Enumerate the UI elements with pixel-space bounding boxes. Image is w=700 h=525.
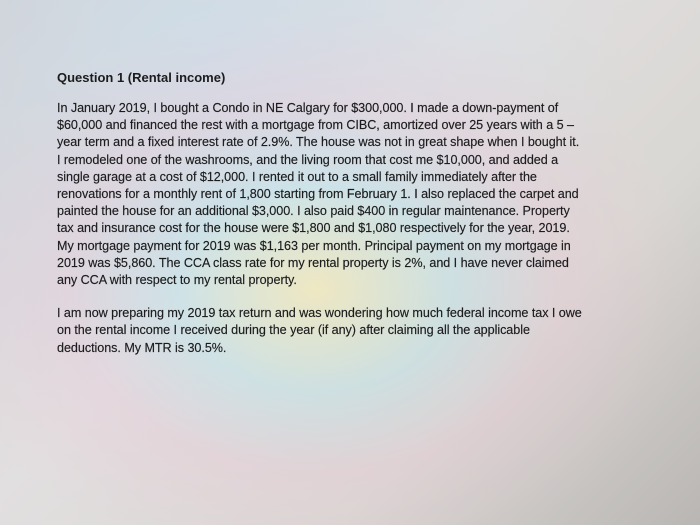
text-line: year term and a fixed interest rate of 2.9%. The house was not in great shape when I bought it.: [57, 135, 580, 150]
text-line: My mortgage payment for 2019 was $1,163 per month. Principal payment on my mortgage in: [57, 238, 571, 253]
text-line: painted the house for an additional $3,000. I also paid $400 in regular maintenance. Property: [57, 204, 570, 219]
text-line: on the rental income I received during the year (if any) after claiming all the applicable: [57, 323, 530, 338]
question-paragraph: [57, 305, 582, 357]
question-title: Question 1 (Rental income): [57, 70, 226, 85]
text-line: deductions. My MTR is 30.5%.: [57, 340, 227, 355]
scenario-paragraph: [57, 100, 582, 289]
text-line: In January 2019, I bought a Condo in NE Calgary for $300,000. I made a down-payment of: [57, 101, 559, 115]
text-line: single garage at a cost of $12,000. I rented it out to a small family immediately after the: [57, 169, 537, 184]
question-document: [57, 70, 582, 357]
text-line: tax and insurance cost for the house were $1,800 and $1,080 respectively for the year, 2019.: [57, 221, 570, 236]
text-line: 2019 was $5,860. The CCA class rate for my rental property is 2%, and I have never claimed: [57, 255, 569, 270]
text-line: I remodeled one of the washrooms, and the living room that cost me $10,000, and added a: [57, 152, 559, 167]
text-line: renovations for a monthly rent of 1,800 starting from February 1. I also replaced the carpet and: [57, 187, 579, 202]
paragraph-gap: [57, 289, 582, 305]
text-line: I am now preparing my 2019 tax return and was wondering how much federal income tax I owe: [57, 306, 582, 321]
text-line: any CCA with respect to my rental property.: [57, 273, 297, 288]
text-line: $60,000 and financed the rest with a mortgage from CIBC, amortized over 25 years with a 5 –: [57, 118, 574, 133]
